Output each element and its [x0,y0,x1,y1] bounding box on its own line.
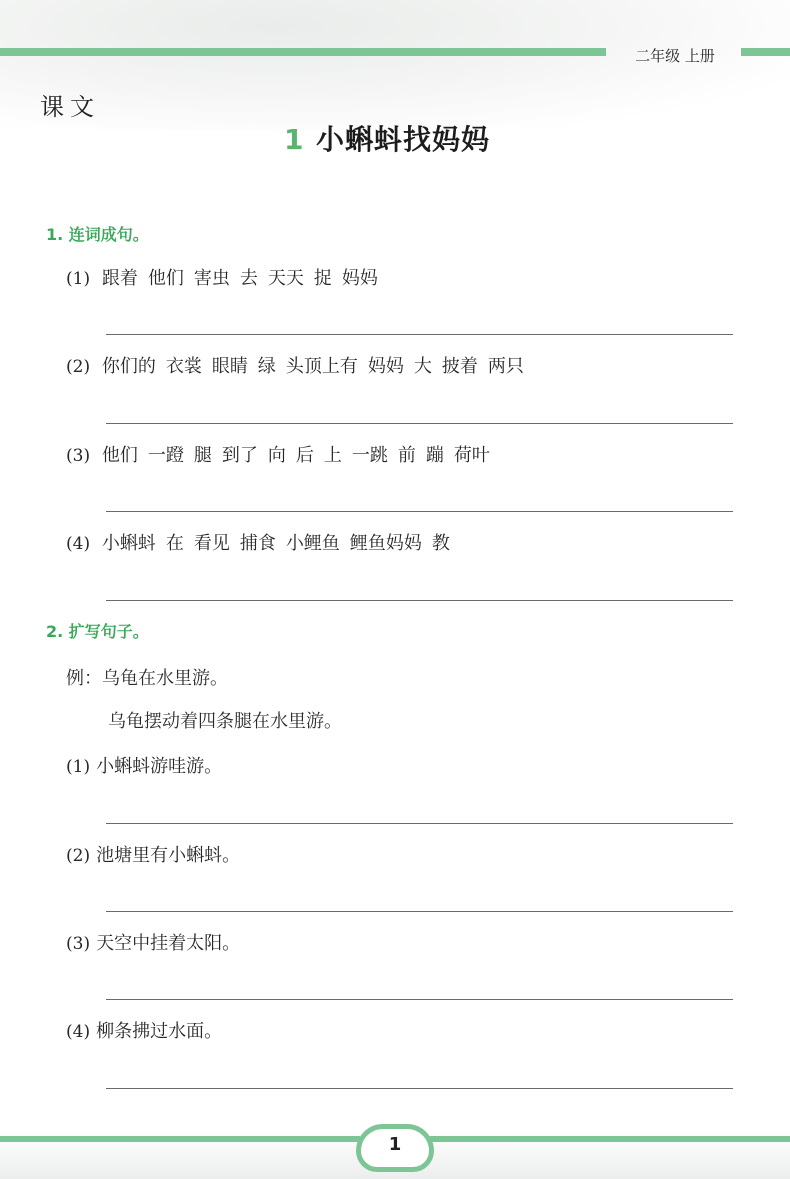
example-expanded: 乌龟摆动着四条腿在水里游。 [108,711,342,732]
q2-item-2 [66,843,240,869]
answer-line[interactable] [106,511,733,512]
q1-heading: 1. 连词成句。 [46,225,149,244]
item-number: (1) [66,757,91,777]
sentence: 小蝌蚪游哇游。 [96,756,223,777]
header-bar-right [741,48,790,56]
answer-line[interactable] [106,999,733,1000]
word: 两只 [487,356,524,377]
q2-heading: 2. 扩写句子。 [46,622,149,641]
word: 他们 [101,445,138,466]
word: 妈妈 [341,268,378,289]
word: 跟着 [101,268,138,289]
word: 大 [413,356,432,377]
q1-item-4 [66,531,450,557]
header-bar-left [0,48,606,56]
word: 捉 [313,268,332,289]
word: 头顶上有 [285,356,358,377]
q1-item-2 [66,354,524,380]
word: 小鲤鱼 [285,533,340,554]
word: 绿 [257,356,276,377]
item-number: (3) [66,934,91,954]
answer-line[interactable] [106,911,733,912]
footer-bar-left [0,1136,360,1142]
example-label: 例： [66,668,102,689]
grade-label: 二年级 上册 [635,47,715,65]
answer-line[interactable] [106,334,733,335]
word: 蹦 [425,445,444,466]
answer-line[interactable] [106,823,733,824]
item-number: (2) [66,357,91,377]
page-number: 1 [388,1134,402,1155]
word: 鲤鱼妈妈 [349,533,422,554]
section-title: 课文 [40,93,100,121]
sentence: 柳条拂过水面。 [96,1021,223,1042]
word: 向 [267,445,286,466]
word: 小蝌蚪 [101,533,156,554]
word: 上 [323,445,342,466]
q2-item-1 [66,754,222,780]
word: 看见 [193,533,230,554]
word: 教 [431,533,450,554]
word: 捕食 [239,533,276,554]
answer-line[interactable] [106,423,733,424]
q1-item-1 [66,266,378,292]
word: 天天 [267,268,304,289]
item-number: (4) [66,534,91,554]
answer-line[interactable] [106,1088,733,1089]
word: 荷叶 [453,445,490,466]
q2-item-3 [66,931,240,957]
word: 一跳 [351,445,388,466]
word: 你们的 [101,356,156,377]
word: 妈妈 [367,356,404,377]
answer-line[interactable] [106,600,733,601]
word: 腿 [193,445,212,466]
word: 他们 [147,268,184,289]
word: 到了 [221,445,258,466]
sentence: 天空中挂着太阳。 [96,933,241,954]
lesson-title: 小蝌蚪找妈妈 [316,123,491,156]
word: 眼睛 [211,356,248,377]
word: 害虫 [193,268,230,289]
sentence: 池塘里有小蝌蚪。 [96,845,241,866]
q2-item-4 [66,1019,222,1045]
lesson-number: 1 [284,123,304,156]
word: 披着 [441,356,478,377]
word: 衣裳 [165,356,202,377]
q1-item-3 [66,443,490,469]
footer-bar-right [430,1136,790,1142]
item-number: (3) [66,446,91,466]
example-original-text: 乌龟在水里游。 [102,668,228,689]
item-number: (2) [66,846,91,866]
word: 前 [397,445,416,466]
word: 后 [295,445,314,466]
item-number: (1) [66,269,91,289]
word: 在 [165,533,184,554]
word: 一蹬 [147,445,184,466]
word: 去 [239,268,258,289]
item-number: (4) [66,1022,91,1042]
example-original [66,666,228,692]
